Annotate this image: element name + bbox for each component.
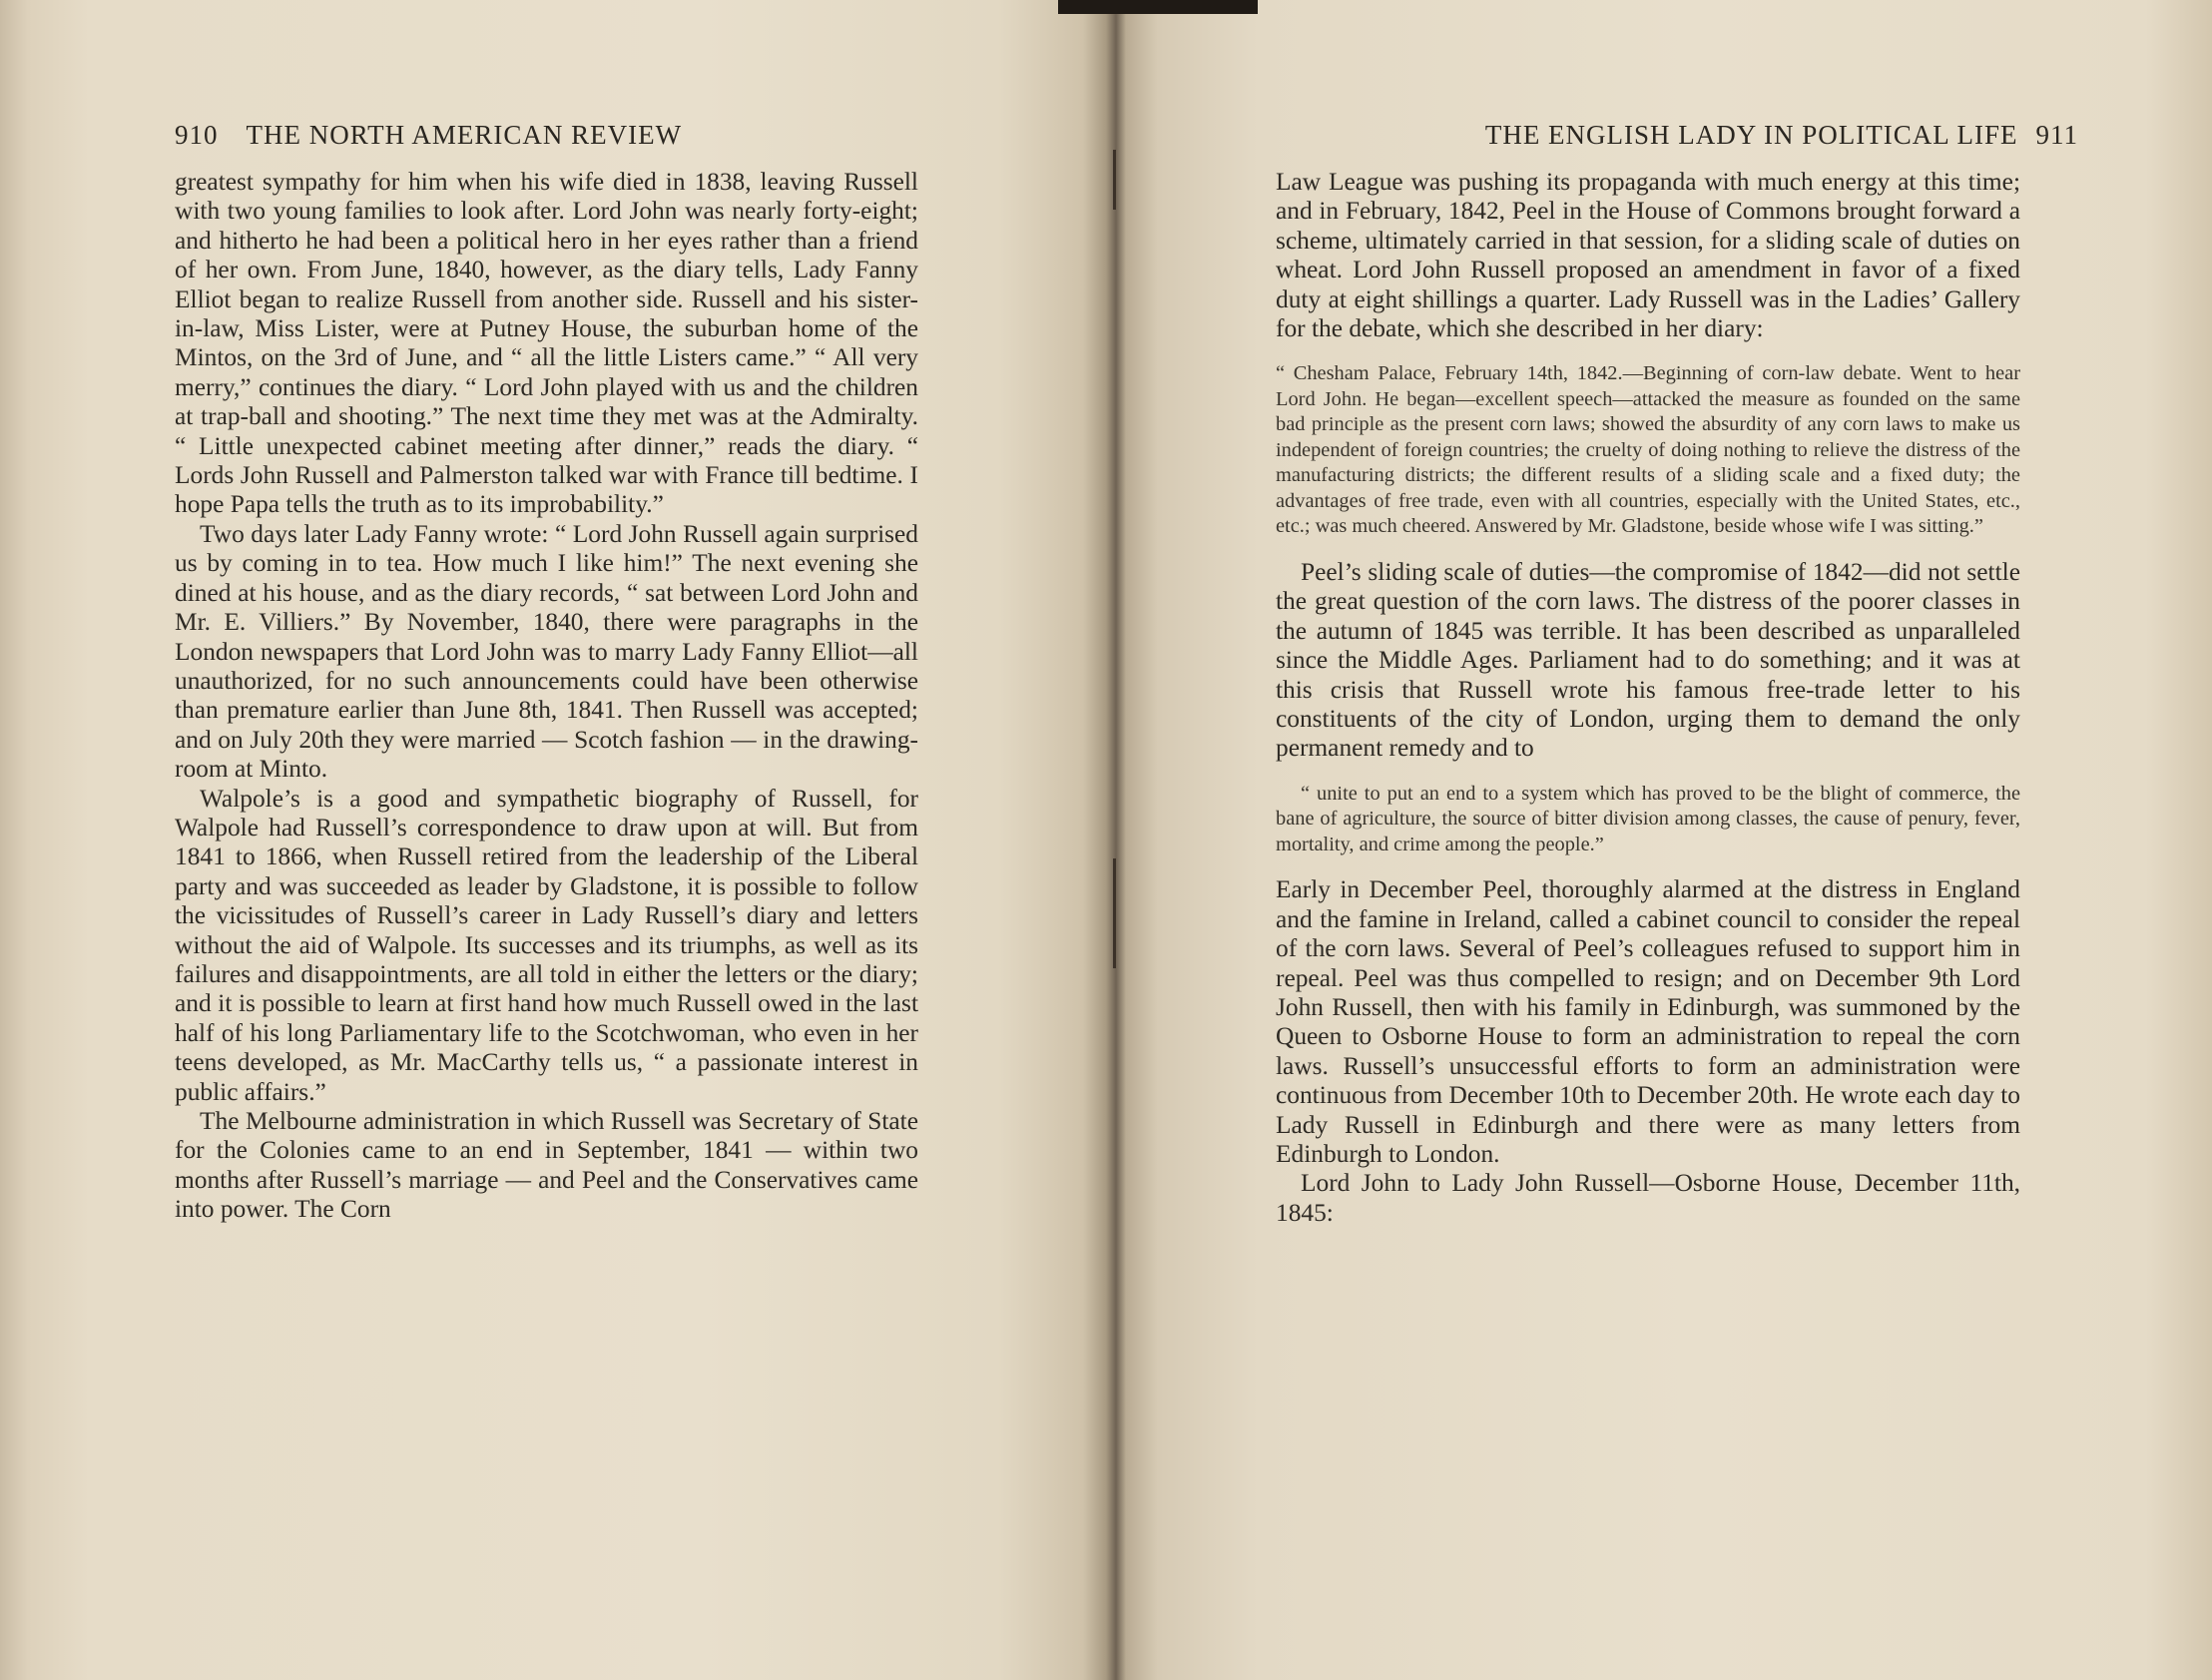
block-quote: “ unite to put an end to a system which has proved to be the blight of commerce, the bane of agriculture, the source of bitter division among classes, the cause of penury, fever, mortality, and crime among the people.” [1276, 782, 2020, 855]
gutter-mark [1113, 858, 1116, 968]
paragraph: Two days later Lady Fanny wrote: “ Lord John Russell again surprised us by coming in to tea. How much I like him!” The next evening she dined at his house, and as the diary records, “ sat between Lord John and Mr. E. Villiers.” By November, 1840, there were paragraphs in the London newspapers that Lord John was to marry Lady Fanny Elliot—all unauthorized, for no such announcements could have been otherwise than premature earlier than June 8th, 1841. Then Russell was accepted; and on July 20th they were married — Scotch fashion — in the drawing-room at Minto. [175, 519, 918, 784]
right-text-block [1276, 168, 2020, 1228]
left-text-block [175, 168, 918, 1225]
paragraph: greatest sympathy for him when his wife died in 1838, leaving Russell with two young families to look after. Lord John was nearly forty-eight; and hitherto he had been a political hero in her eyes rather than a friend of her own. From June, 1840, however, as the diary tells, Lady Fanny Elliot began to realize Russell from another side. Russell and his sister-in-law, Miss Lister, were at Putney House, the suburban home of the Mintos, on the 3rd of June, and “ all the little Listers came.” “ All very merry,” continues the diary. “ Lord John played with us and the children at trap-ball and shooting.” The next time they met was at the Admiralty. “ Little unexpected cabinet meeting after dinner,” reads the diary. “ Lords John Russell and Palmerston talked war with France till bedtime. I hope Papa tells the truth as to its improbability.” [175, 168, 918, 519]
block-quote: “ Chesham Palace, February 14th, 1842.—Beginning of corn-law debate. Went to hear Lord John. He began—excellent speech—attacked the measure as founded on the same bad principle as the present corn laws; showed the absurdity of any corn laws to make us independent of foreign countries; the cruelty of doing nothing to relieve the distress of the manufacturing districts; the different results of a sliding scale and a fixed duty; the advantages of free trade, even with all countries, especially with the United States, etc., etc.; was much cheered. Answered by Mr. Gladstone, beside whose wife I was sitting.” [1276, 362, 2020, 538]
left-page-number: 910 [175, 120, 219, 150]
right-running-title: THE ENGLISH LADY IN POLITICAL LIFE [1484, 120, 2018, 150]
paragraph: Peel’s sliding scale of duties—the compromise of 1842—did not settle the great question of the corn laws. The distress of the poorer classes in the autumn of 1845 was terrible. It has been described as unparalleled since the Middle Ages. Parliament had to do something; and it was at this crisis that Russell wrote his famous free-trade letter to his constituents of the city of London, urging them to demand the only permanent remedy and to [1276, 557, 2020, 763]
left-running-title: THE NORTH AMERICAN REVIEW [246, 120, 683, 150]
right-page-number: 911 [2035, 120, 2078, 150]
paragraph: The Melbourne administration in which Russell was Secretary of State for the Colonies came to an end in September, 1841 — within two months after Russell’s marriage — and Peel and the Conservatives came into power. The Corn [175, 1107, 918, 1224]
paragraph: Law League was pushing its propaganda with much energy at this time; and in February, 1842, Peel in the House of Commons brought forward a scheme, ultimately carried in that session, for a sliding scale of duties on wheat. Lord John Russell proposed an amendment in favor of a fixed duty at eight shillings a quarter. Lady Russell was in the Ladies’ Gallery for the debate, which she described in her diary: [1276, 168, 2020, 343]
paragraph: Early in December Peel, thoroughly alarmed at the distress in England and the famine in Ireland, called a cabinet council to consider the repeal of the corn laws. Several of Peel’s colleagues refused to support him in repeal. Peel was thus compelled to resign; and on December 9th Lord John Russell, then with his family in Edinburgh, was summoned by the Queen to Osborne House to form an administration to repeal the corn laws. Russell’s unsuccessful efforts to form an administration were continuous from December 10th to December 20th. He wrote each day to Lady Russell in Edinburgh and there were as many letters from Edinburgh to London. [1276, 875, 2020, 1168]
right-running-head [1336, 120, 2078, 151]
paragraph: Lord John to Lady John Russell—Osborne House, December 11th, 1845: [1276, 1169, 2020, 1227]
paragraph: Walpole’s is a good and sympathetic biography of Russell, for Walpole had Russell’s correspondence to draw upon at will. But from 1841 to 1866, when Russell retired from the leadership of the Liberal party and was succeeded as leader by Gladstone, it is possible to follow the vicissitudes of Russell’s career in Lady Russell’s diary and letters without the aid of Walpole. Its successes and its triumphs, as well as its failures and disappointments, are all told in either the letters or the diary; and it is possible to learn at first hand how much Russell owed in the last half of his long Parliamentary life to the Scotchwoman, who even in her teens developed, as Mr. MacCarthy tells us, “ a passionate interest in public affairs.” [175, 784, 918, 1106]
gutter-mark [1113, 150, 1116, 210]
left-running-head [175, 120, 918, 151]
right-page [1126, 0, 2212, 1680]
